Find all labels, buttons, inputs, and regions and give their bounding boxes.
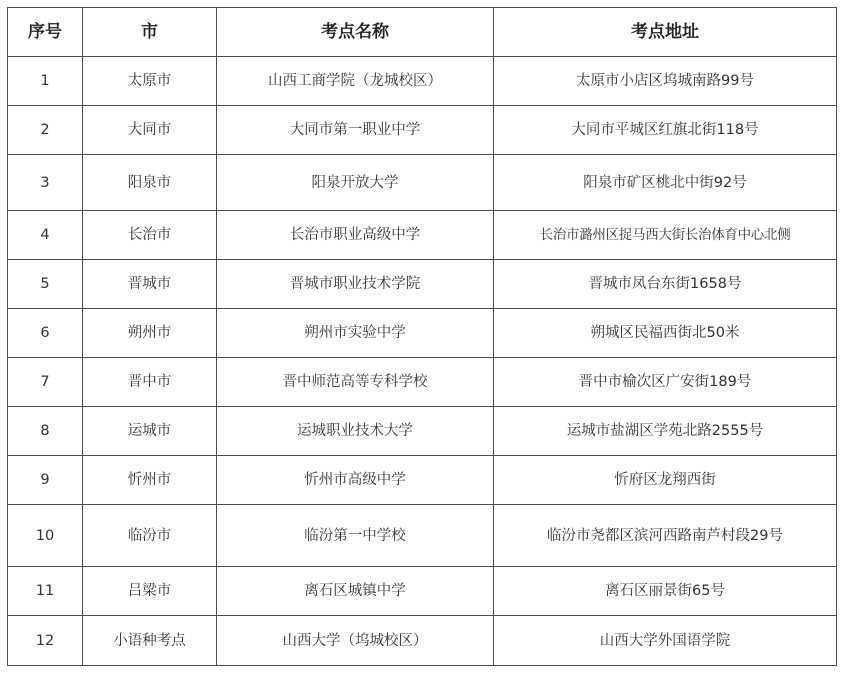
cell-site-address: 运城市盐湖区学苑北路2555号	[494, 407, 837, 456]
table-row	[8, 567, 837, 616]
cell-site-address: 长治市潞州区捉马西大街长治体育中心北侧	[494, 211, 837, 260]
cell-site-address: 朔城区民福西街北50米	[494, 309, 837, 358]
cell-no: 7	[8, 358, 83, 407]
cell-site-address: 大同市平城区红旗北街118号	[494, 106, 837, 155]
cell-site-name: 晋城市职业技术学院	[217, 260, 494, 309]
table-row	[8, 407, 837, 456]
cell-site-name: 阳泉开放大学	[217, 155, 494, 211]
table-header-row	[8, 8, 837, 57]
cell-city: 长治市	[83, 211, 217, 260]
cell-no: 1	[8, 57, 83, 106]
cell-site-address: 晋中市榆次区广安街189号	[494, 358, 837, 407]
cell-site-name: 离石区城镇中学	[217, 567, 494, 616]
cell-no: 4	[8, 211, 83, 260]
cell-no: 6	[8, 309, 83, 358]
table-row	[8, 309, 837, 358]
table-row	[8, 260, 837, 309]
cell-site-name: 山西工商学院（龙城校区）	[217, 57, 494, 106]
cell-no: 3	[8, 155, 83, 211]
table-row	[8, 211, 837, 260]
table-row	[8, 505, 837, 567]
cell-city: 大同市	[83, 106, 217, 155]
cell-site-address: 离石区丽景街65号	[494, 567, 837, 616]
cell-city: 吕梁市	[83, 567, 217, 616]
header-site-name: 考点名称	[217, 8, 494, 57]
cell-site-name: 临汾第一中学校	[217, 505, 494, 567]
cell-site-name: 大同市第一职业中学	[217, 106, 494, 155]
cell-no: 2	[8, 106, 83, 155]
cell-no: 9	[8, 456, 83, 505]
cell-no: 12	[8, 616, 83, 666]
header-city: 市	[83, 8, 217, 57]
cell-city: 晋城市	[83, 260, 217, 309]
cell-site-address: 太原市小店区坞城南路99号	[494, 57, 837, 106]
table-row	[8, 616, 837, 666]
cell-site-address: 晋城市凤台东街1658号	[494, 260, 837, 309]
table-row	[8, 358, 837, 407]
cell-no: 5	[8, 260, 83, 309]
cell-site-address-text: 临汾市尧都区滨河西路南芦村段29号	[547, 527, 783, 544]
cell-city: 晋中市	[83, 358, 217, 407]
cell-no: 11	[8, 567, 83, 616]
header-no: 序号	[8, 8, 83, 57]
cell-city: 朔州市	[83, 309, 217, 358]
cell-site-name: 运城职业技术大学	[217, 407, 494, 456]
cell-no: 10	[8, 505, 83, 567]
table-row	[8, 155, 837, 211]
table-row	[8, 57, 837, 106]
exam-sites-table	[7, 7, 837, 666]
cell-site-address: 阳泉市矿区桃北中街92号	[494, 155, 837, 211]
table-row	[8, 106, 837, 155]
cell-site-address: 忻府区龙翔西街	[494, 456, 837, 505]
cell-site-name: 山西大学（坞城校区）	[217, 616, 494, 666]
header-site-address: 考点地址	[494, 8, 837, 57]
table-row	[8, 456, 837, 505]
cell-site-name: 朔州市实验中学	[217, 309, 494, 358]
cell-city: 阳泉市	[83, 155, 217, 211]
cell-city: 小语种考点	[83, 616, 217, 666]
cell-city: 忻州市	[83, 456, 217, 505]
cell-site-name: 长治市职业高级中学	[217, 211, 494, 260]
cell-site-name: 忻州市高级中学	[217, 456, 494, 505]
cell-city: 运城市	[83, 407, 217, 456]
cell-site-name: 晋中师范高等专科学校	[217, 358, 494, 407]
cell-city: 太原市	[83, 57, 217, 106]
cell-site-address: 山西大学外国语学院	[494, 616, 837, 666]
cell-site-address	[494, 505, 837, 567]
cell-city: 临汾市	[83, 505, 217, 567]
cell-no: 8	[8, 407, 83, 456]
